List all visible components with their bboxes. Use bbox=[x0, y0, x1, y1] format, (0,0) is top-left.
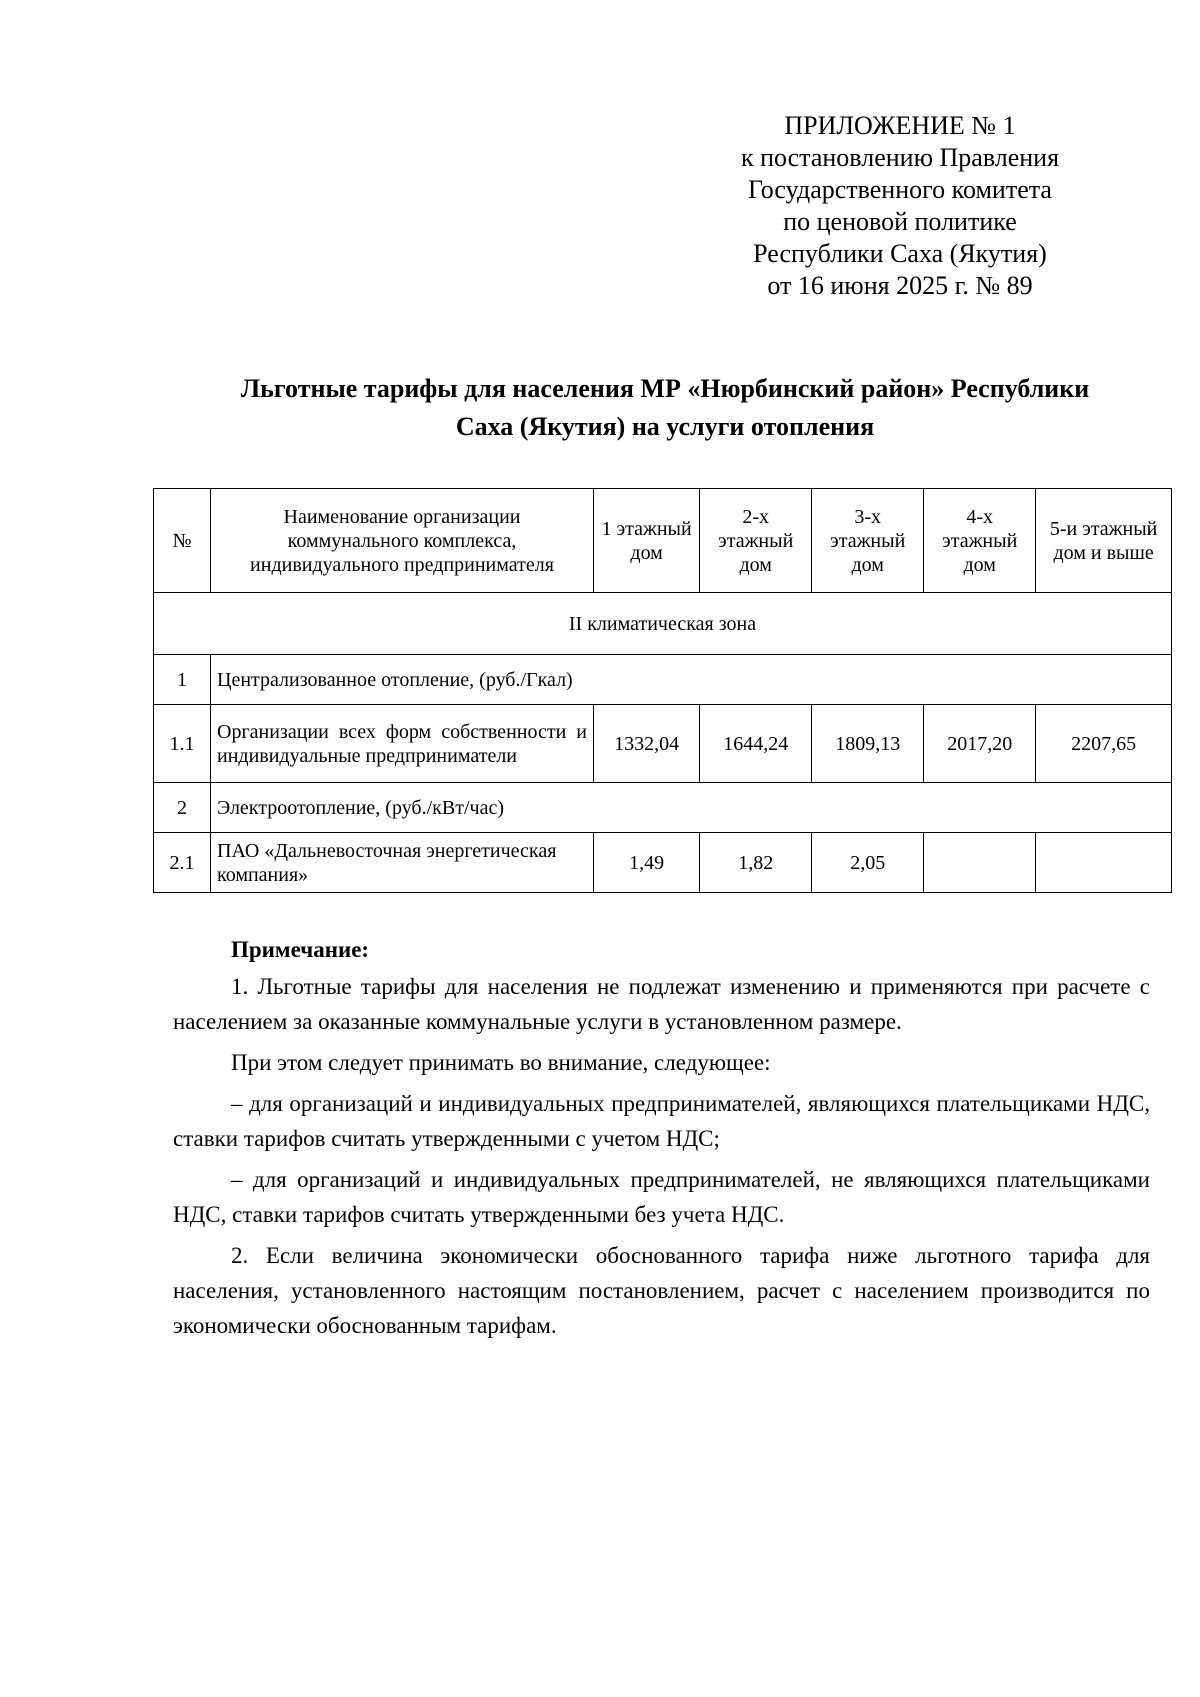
header-5-floor-plus: 5-и этажный дом и выше bbox=[1036, 489, 1172, 593]
header-2-floor: 2-х этажный дом bbox=[700, 489, 812, 593]
tariff-table bbox=[153, 488, 1172, 893]
document-title bbox=[150, 370, 1180, 446]
appendix-line: Государственного комитета bbox=[748, 175, 1052, 204]
appendix-line: ПРИЛОЖЕНИЕ № 1 bbox=[784, 111, 1016, 140]
table-header-row bbox=[154, 489, 1172, 593]
value-2-floor: 1,82 bbox=[700, 833, 812, 893]
value-3-floor: 2,05 bbox=[812, 833, 924, 893]
appendix-line: от 16 июня 2025 г. № 89 bbox=[767, 271, 1033, 300]
header-number: № bbox=[154, 489, 211, 593]
appendix-line: Республики Саха (Якутия) bbox=[753, 239, 1047, 268]
climate-zone-label: II климатическая зона bbox=[154, 593, 1172, 655]
climate-zone-row bbox=[154, 593, 1172, 655]
row-number: 1.1 bbox=[154, 705, 211, 783]
row-organization: ПАО «Дальневосточная энергетическая компания» bbox=[211, 833, 594, 893]
section-number: 1 bbox=[154, 655, 211, 705]
document-title-line: Саха (Якутия) на услуги отопления bbox=[455, 412, 875, 441]
value-2-floor: 1644,24 bbox=[700, 705, 812, 783]
section-label: Электроотопление, (руб./кВт/час) bbox=[211, 783, 1172, 833]
row-organization: Организации всех форм собственности и индивидуальные предприниматели bbox=[211, 705, 594, 783]
value-5-floor-plus: 2207,65 bbox=[1036, 705, 1172, 783]
note-paragraph: – для организаций и индивидуальных предпринимателей, являющихся плательщиками НДС, ставки тарифов считать утвержденными с учетом НДС; bbox=[173, 1091, 1150, 1151]
row-number: 2.1 bbox=[154, 833, 211, 893]
note-paragraph: При этом следует принимать во внимание, следующее: bbox=[231, 1050, 771, 1075]
appendix-header bbox=[700, 110, 1100, 302]
value-4-floor bbox=[924, 833, 1036, 893]
value-4-floor: 2017,20 bbox=[924, 705, 1036, 783]
appendix-line: к постановлению Правления bbox=[740, 143, 1060, 172]
notes-section bbox=[173, 932, 1150, 1343]
note-paragraph: 1. Льготные тарифы для населения не подлежат изменению и применяются при расчете с населением за оказанные коммунальные услуги в установленном размере. bbox=[173, 974, 1150, 1034]
section-label: Централизованное отопление, (руб./Гкал) bbox=[211, 655, 1172, 705]
value-1-floor: 1332,04 bbox=[594, 705, 700, 783]
header-4-floor: 4-х этажный дом bbox=[924, 489, 1036, 593]
note-paragraph: 2. Если величина экономически обоснованного тарифа ниже льготного тарифа для населения, установленного настоящим постановлением, расчет с населением производится по экономически обоснованным тарифам. bbox=[173, 1243, 1150, 1338]
table-row bbox=[154, 833, 1172, 893]
value-3-floor: 1809,13 bbox=[812, 705, 924, 783]
note-paragraph: – для организаций и индивидуальных предпринимателей, не являющихся плательщиками НДС, ставки тарифов считать утвержденными без учета НДС. bbox=[173, 1167, 1150, 1227]
appendix-line: по ценовой политике bbox=[783, 207, 1017, 236]
header-3-floor: 3-х этажный дом bbox=[812, 489, 924, 593]
header-1-floor: 1 этажный дом bbox=[594, 489, 700, 593]
section-row bbox=[154, 783, 1172, 833]
section-number: 2 bbox=[154, 783, 211, 833]
value-1-floor: 1,49 bbox=[594, 833, 700, 893]
notes-heading: Примечание: bbox=[231, 937, 370, 962]
table-row bbox=[154, 705, 1172, 783]
document-title-line: Льготные тарифы для населения МР «Нюрбинский район» Республики bbox=[240, 374, 1090, 403]
section-row bbox=[154, 655, 1172, 705]
value-5-floor-plus bbox=[1036, 833, 1172, 893]
header-organization: Наименование организации коммунального комплекса, индивидуального предпринимателя bbox=[211, 489, 594, 593]
